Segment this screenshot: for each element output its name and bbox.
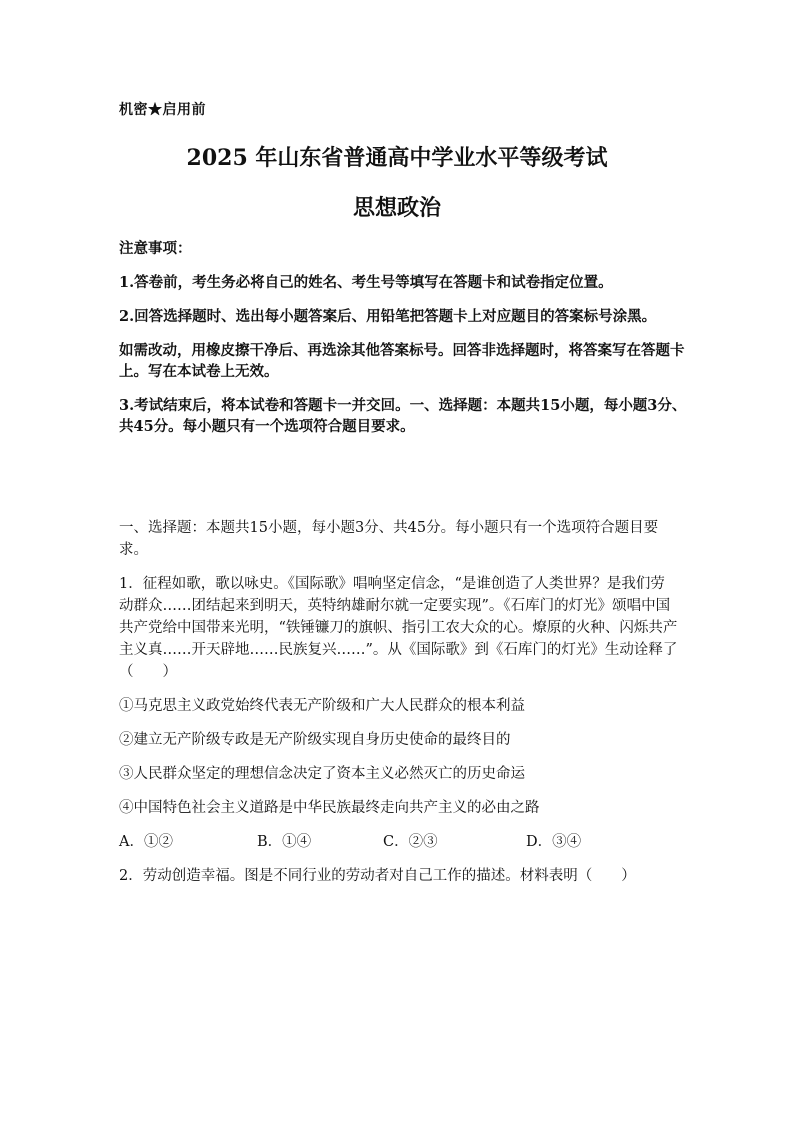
question-1-option: ③人民群众坚定的理想信念决定了资本主义必然灭亡的历史命运 xyxy=(119,766,525,782)
notice-heading: 注意事项： xyxy=(119,240,192,257)
choice-a: A．①② xyxy=(119,834,173,850)
secret-mark: 机密★启用前 xyxy=(119,102,206,118)
question-1-choices xyxy=(119,831,679,853)
choice-d: D．③④ xyxy=(526,834,582,850)
question-1-option: ④中国特色社会主义道路是中华民族最终走向共产主义的必由之路 xyxy=(119,800,540,816)
notice-section xyxy=(119,238,689,450)
choice-c: C．②③ xyxy=(383,834,438,850)
question-section xyxy=(119,517,679,899)
notice-item: 如需改动，用橡皮擦干净后、再选涂其他答案标号。回答非选择题时，将答案写在答题卡上。写在本试卷上无效。 xyxy=(119,342,685,380)
subject-title: 思想政治 xyxy=(352,195,441,221)
notice-item: 3.考试结束后，将本试卷和答题卡一并交回。一、选择题：本题共15小题，每小题3分、共45分。每小题只有一个选项符合题目要求。 xyxy=(119,397,687,435)
question-1-stem: 1．征程如歌，歌以咏史。《国际歌》唱响坚定信念，“是谁创造了人类世界？是我们劳动群众……团结起来到明天，英特纳雄耐尔就一定要实现”。《石库门的灯光》颂唱中国共产党给中国带来光明，“铁锤镰刀的旗帜、指引工农大众的心。燎原的火种、闪烁共产主义真……开天辟地……民族复兴……”。从《国际歌》到《石库门的灯光》生动诠释了（ ） xyxy=(119,576,678,680)
question-2-stem: 2．劳动创造幸福。图是不同行业的劳动者对自己工作的描述。材料表明（ ） xyxy=(119,868,636,884)
question-1-option: ②建立无产阶级专政是无产阶级实现自身历史使命的最终目的 xyxy=(119,732,511,748)
section-intro: 一、选择题：本题共15小题，每小题3分、共45分。每小题只有一个选项符合题目要求。 xyxy=(119,520,659,558)
question-1-option: ①马克思主义政党始终代表无产阶级和广大人民群众的根本利益 xyxy=(119,698,525,714)
exam-title: 2025 年山东省普通高中学业水平等级考试 xyxy=(186,145,608,171)
notice-item: 1.答卷前，考生务必将自己的姓名、考生号等填写在答题卡和试卷指定位置。 xyxy=(119,274,613,291)
notice-item: 2.回答选择题时、选出每小题答案后、用铅笔把答题卡上对应题目的答案标号涂黑。 xyxy=(119,308,657,325)
choice-b: B．①④ xyxy=(257,834,312,850)
